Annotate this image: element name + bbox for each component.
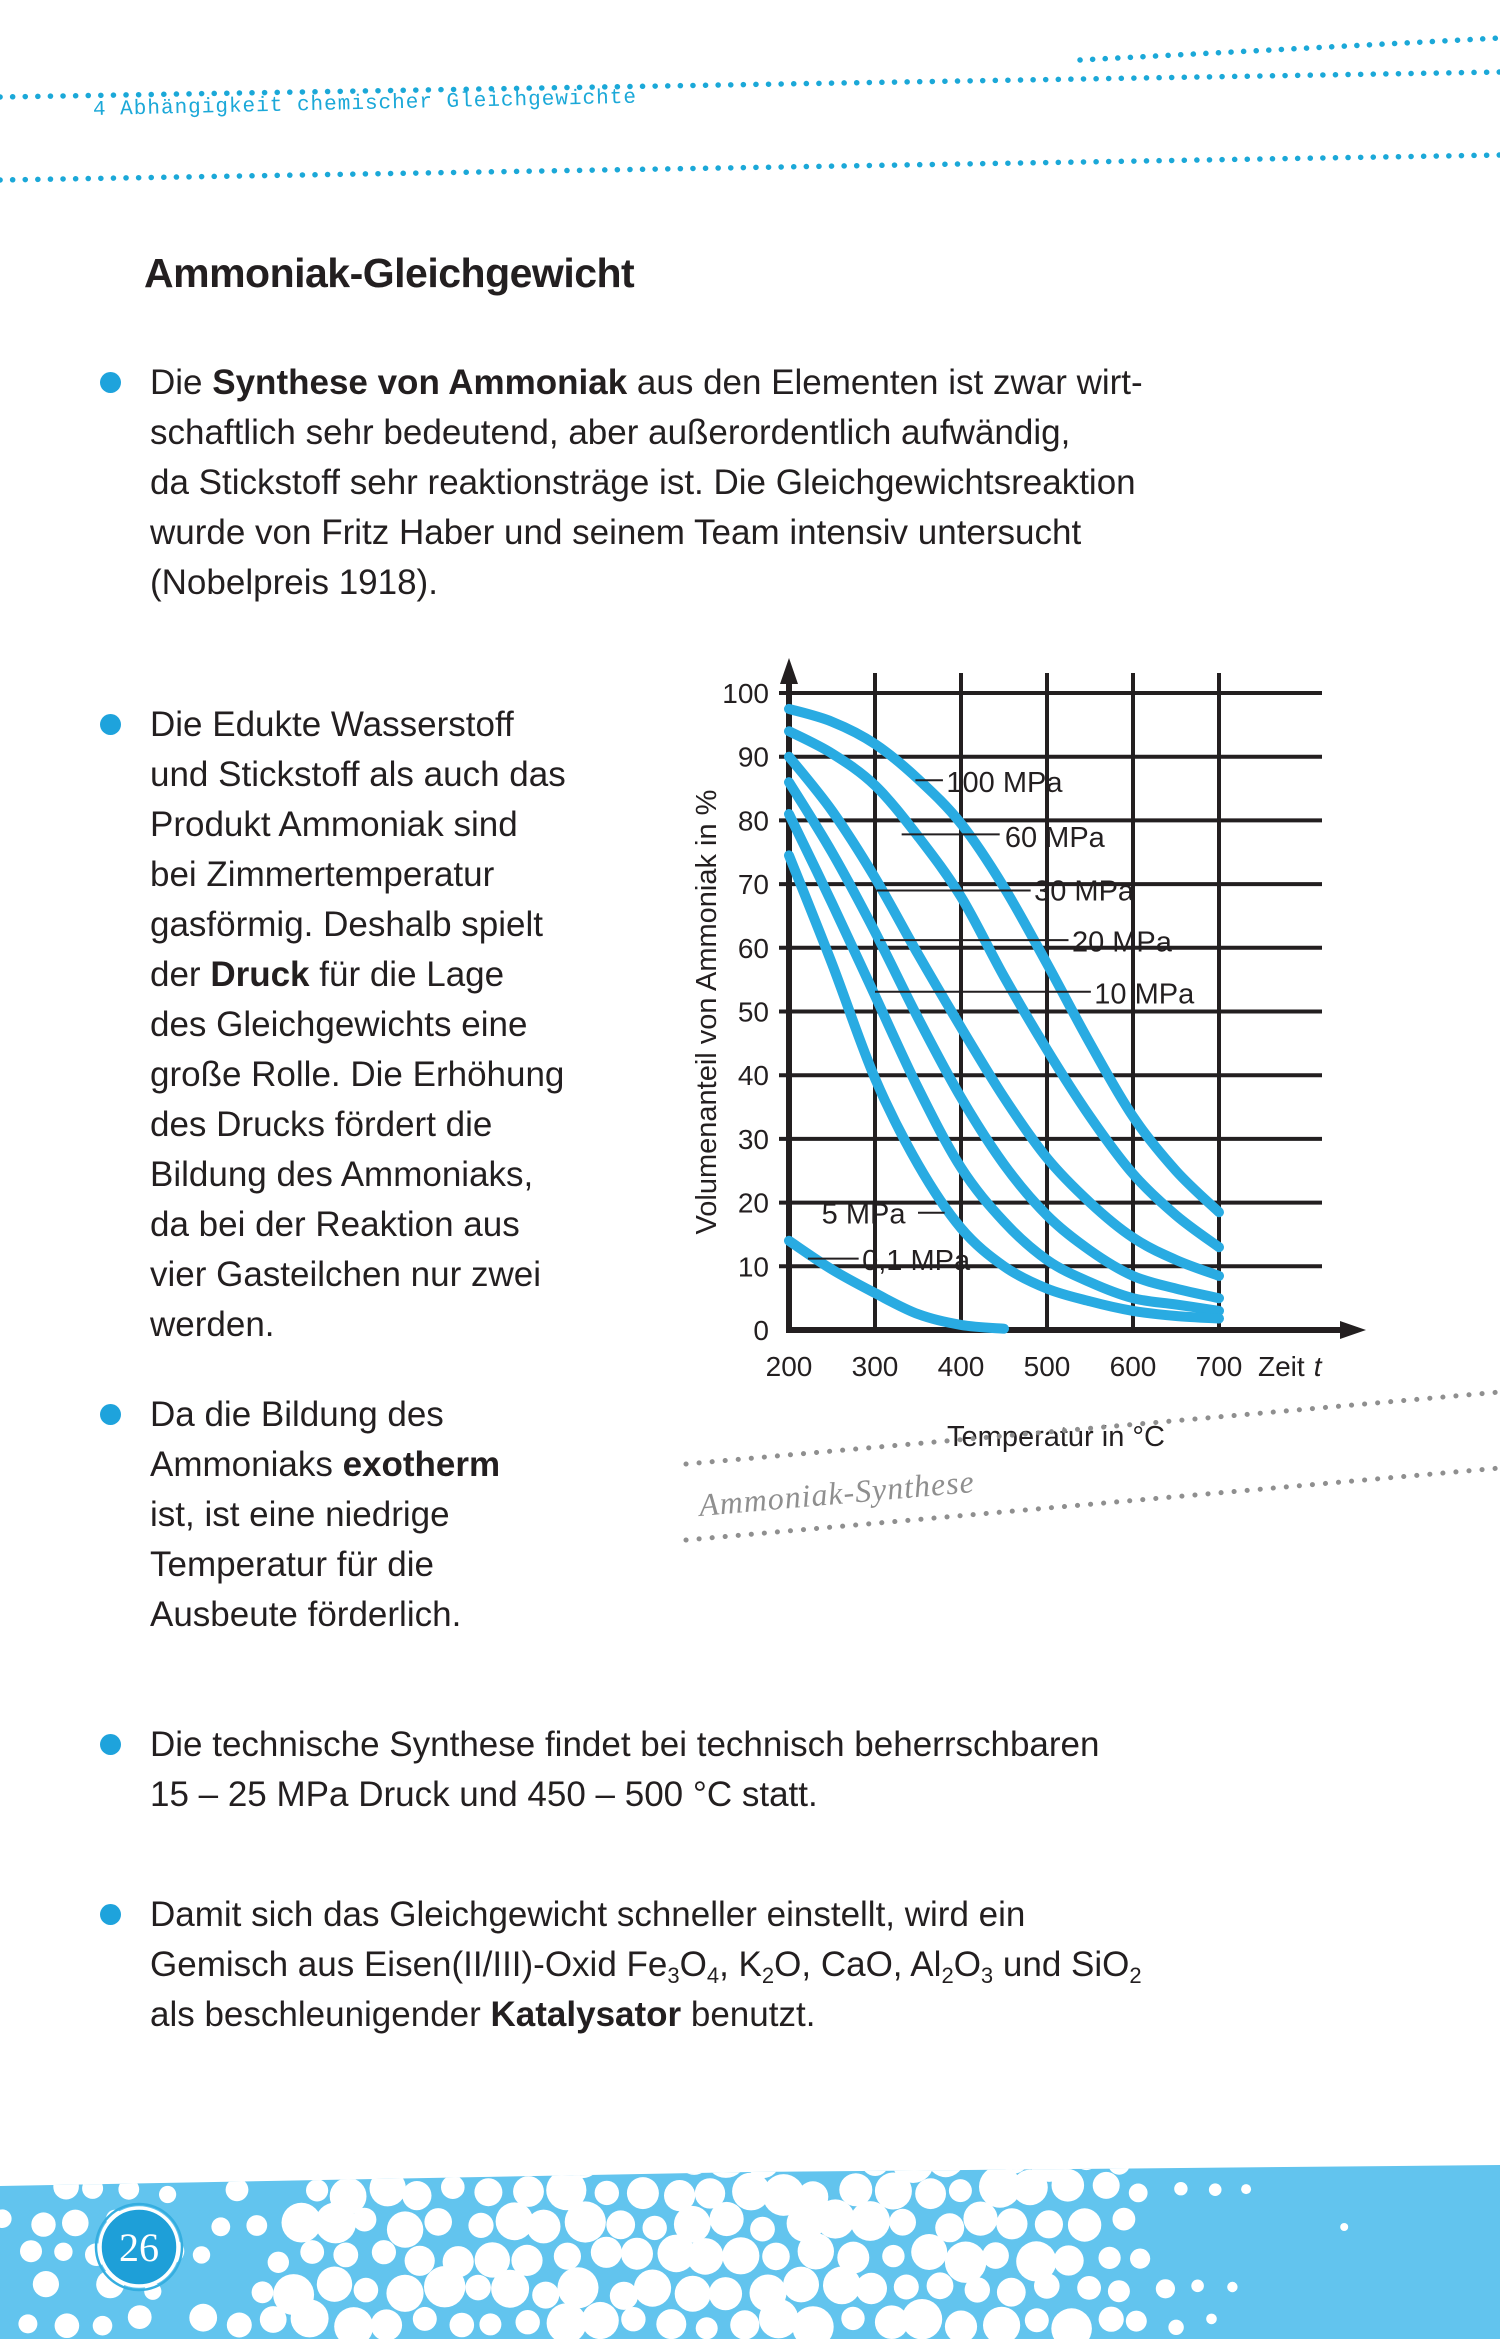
ammonia-equilibrium-chart: [722, 658, 1366, 1382]
x-axis-title: Temperatur in °C: [947, 1421, 1165, 1453]
curve-label: 5 MPa: [821, 1198, 906, 1231]
y-axis-title: Volumenanteil von Ammoniak in %: [691, 789, 723, 1235]
bullet-dot-icon: [100, 714, 121, 735]
curve-label: 30 MPa: [1034, 875, 1135, 908]
x-axis-arrow-icon: [1340, 1321, 1366, 1339]
curve-label: 60 MPa: [1004, 821, 1105, 854]
bullet-pressure-effect: [150, 700, 566, 1350]
curve-label: 10 MPa: [1094, 978, 1195, 1011]
figure-caption: Ammoniak-Synthese: [697, 1463, 977, 1523]
bullet-technical-synthesis: [150, 1720, 1099, 1820]
y-tick-label: 70: [737, 869, 769, 901]
bullet-text: Die Synthese von Ammoniak aus den Elementen ist zwar wirt- schaftlich sehr bedeutend, aber außerordentlich aufwändig, da Stickstoff sehr reaktionsträge ist. Die Gleichgewichtsreaktion wurde von Fritz Haber und seinem Team intensiv untersucht (Nobelpreis 1918).: [150, 363, 1143, 602]
curve-label: 100 MPa: [946, 767, 1063, 800]
y-tick-label: 0: [753, 1315, 769, 1346]
x-axis-arrow-label: Zeit t: [1258, 1351, 1322, 1382]
bullet-dot-icon: [100, 372, 121, 393]
y-tick-label: 60: [737, 932, 769, 964]
x-tick-label: 500: [1023, 1351, 1071, 1382]
y-tick-label: 90: [737, 741, 769, 773]
page-number: 26: [119, 2225, 159, 2270]
bullet-text: Die Edukte Wasserstoff und Stickstoff als auch das Produkt Ammoniak sind bei Zimmertemperatur gasförmig. Deshalb spielt der Druck für die Lage des Gleichgewichts eine große Rolle. Die Erhöhung des Drucks fördert die Bildung des Ammoniaks, da bei der Reaktion aus vier Gasteilchen nur zwei werden.: [150, 705, 566, 1344]
dotted-rule: [686, 1392, 1500, 1464]
bullet-dot-icon: [100, 1904, 121, 1925]
bullet-catalyst: [150, 1890, 1142, 2040]
y-tick-label: 80: [737, 805, 769, 837]
x-tick-label: 600: [1109, 1351, 1157, 1382]
curve-label: 0,1 MPa: [862, 1244, 971, 1277]
footer-band: [0, 2134, 1500, 2339]
y-axis-arrow-icon: [780, 658, 798, 684]
y-tick-label: 100: [722, 678, 769, 709]
y-tick-label: 20: [737, 1187, 769, 1219]
bullet-intro-synthesis: [150, 358, 1143, 608]
x-tick-label: 700: [1195, 1351, 1243, 1382]
x-tick-label: 300: [851, 1351, 899, 1382]
bullet-dot-icon: [100, 1404, 121, 1425]
bullet-exothermic: [150, 1390, 500, 1640]
bullet-dot-icon: [100, 1734, 121, 1755]
y-tick-label: 40: [737, 1060, 769, 1092]
bullet-text: Da die Bildung des Ammoniaks exotherm ist, ist eine niedrige Temperatur für die Ausbeute förderlich.: [150, 1395, 501, 1634]
dotted-rule: [1080, 38, 1500, 60]
x-tick-label: 400: [937, 1351, 985, 1382]
curve-label: 20 MPa: [1071, 926, 1172, 959]
y-tick-label: 10: [737, 1251, 769, 1283]
dotted-rule: [0, 72, 1500, 97]
y-tick-label: 30: [737, 1123, 769, 1155]
x-tick-label: 200: [765, 1351, 813, 1382]
caption-dotted-lines: [686, 1392, 1500, 1540]
y-tick-label: 50: [737, 996, 769, 1028]
page-number-badge: [96, 2204, 182, 2290]
page-title: Ammoniak-Gleichgewicht: [144, 250, 635, 296]
chapter-header: 4 Abhängigkeit chemischer Gleichgewichte: [92, 86, 638, 122]
bullet-text: Die technische Synthese findet bei technisch beherrschbaren 15 – 25 MPa Druck und 450 – 500 °C statt.: [150, 1725, 1100, 1814]
dotted-rule: [0, 155, 1500, 180]
bullet-text: Damit sich das Gleichgewicht schneller einstellt, wird ein Gemisch aus Eisen(II/III)-Oxid $Fe_3O_4$, $K_2O$, CaO, $Al_2O_3$ und SiO$_2$ als beschleunigender Katalysator benutzt.: [150, 1895, 1142, 2034]
